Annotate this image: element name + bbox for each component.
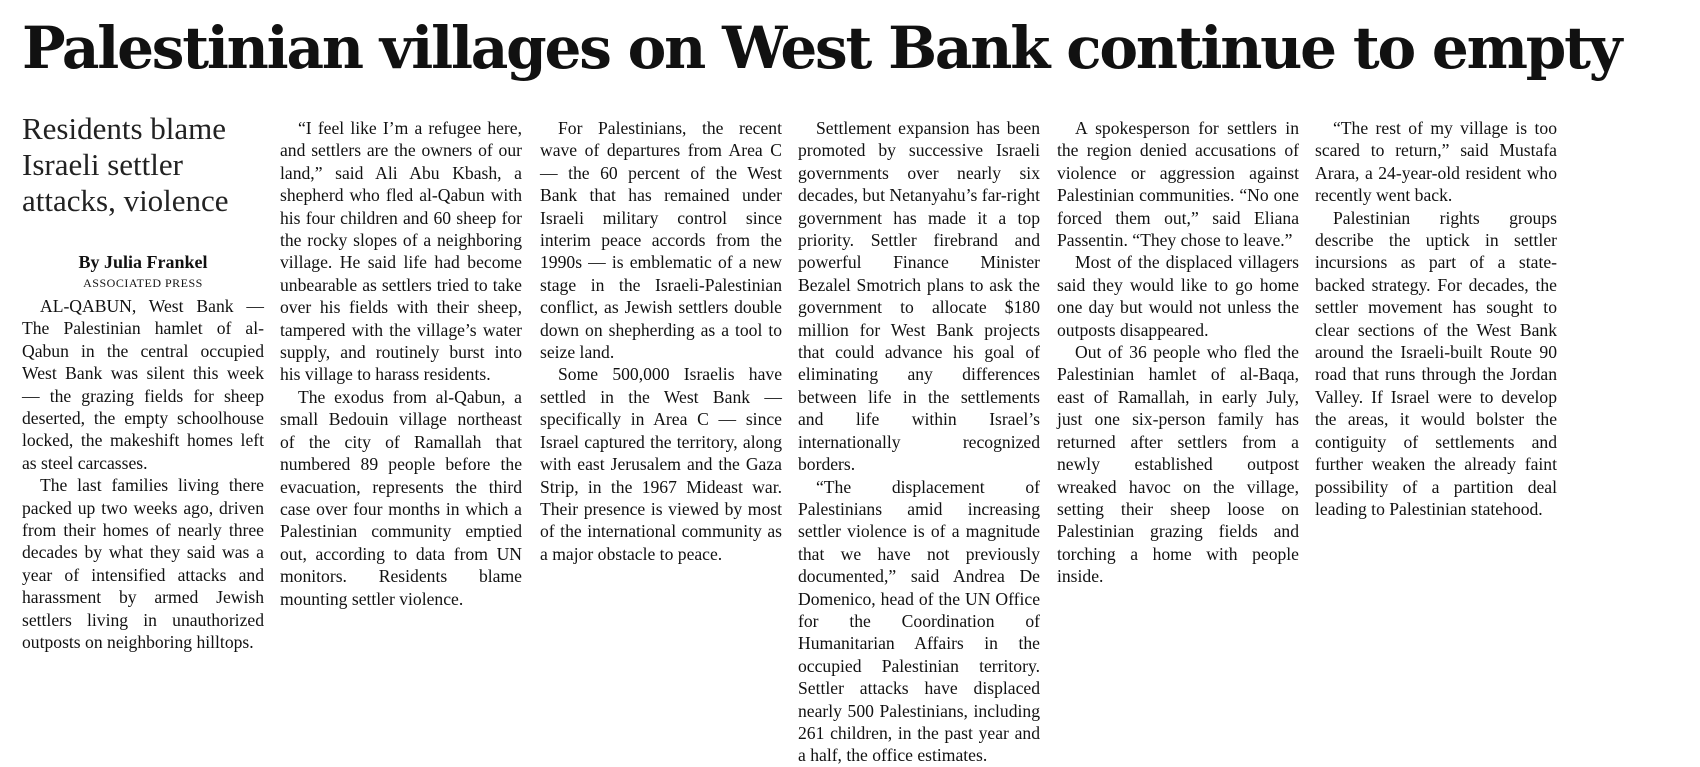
agency-credit: ASSOCIATED PRESS (83, 276, 203, 290)
paragraph-4: The exodus from al-Qabun, a small Bedouin village northeast of the city of Ramallah that numbered 89 people before the evacuation, represents the third case over four months in which a Palestinian community emptied out, according to data from UN monitors. Residents blame mounting settler violence. (280, 386, 522, 609)
paragraph-1-text: The Palestinian hamlet of al-Qabun in the central occupied West Bank was silent this week — the grazing fields for sheep deserted, the empty schoolhouse locked, the makeshift homes left as steel carcasses. (22, 318, 264, 473)
headline: Palestinian villages on West Bank continue to empty (22, 14, 1621, 82)
paragraph-12: “The rest of my village is too scared to return,” said Mustafa Arara, a 24-year-old resident who recently went back. (1315, 118, 1557, 206)
paragraph-3: “I feel like I’m a refugee here, and settlers are the owners of our land,” said Ali Abu Kbash, a shepherd who fled al-Qabun with his four children and 60 sheep for the rocky slopes of a neighboring village. He said life had become unbearable as settlers tried to take over his fields with their sheep, tampered with the village’s water supply, and routinely burst into his village to harass residents. (280, 118, 522, 385)
paragraph-5: For Palestinians, the recent wave of departures from Area C — the 60 percent of the West Bank that has remained under Israeli military control since interim peace accords from the 1990s — is emblematic of a new stage in the Israeli-Palestinian conflict, as Jewish settlers double down on shepherding as a tool to seize land. (540, 118, 782, 363)
column-5 (1057, 117, 1299, 637)
column-1 (22, 111, 264, 653)
paragraph-11: Out of 36 people who fled the Palestinian hamlet of al-Baqa, east of Ramallah, in early July, just one six-person family has returned after settlers from a newly established outpost wreaked havoc on the village, setting their sheep loose on Palestinian grazing fields and torching a home with people inside. (1057, 342, 1299, 587)
paragraph-9: A spokesperson for settlers in the region denied accusations of violence or aggression against Palestinian communities. “No one forced them out,” said Eliana Passentin. “They chose to leave.” (1057, 118, 1299, 251)
paragraph-2: The last families living there packed up two weeks ago, driven from their homes of nearly three decades by what they said was a year of intensified attacks and harassment by armed Jewish settlers living in unauthorized outposts on neighboring hilltops. (22, 475, 264, 653)
paragraph-7: Settlement expansion has been promoted by successive Israeli governments over nearly six decades, but Netanyahu’s far-right government has made it a top priority. Settler firebrand and powerful Finance Minister Bezalel Smotrich plans to ask the government to allocate $180 million for West Bank projects that could advance his goal of eliminating any differences between life in the settlements and life within Israel’s internationally recognized borders. (798, 118, 1040, 475)
deck: Residents blame Israeli settler attacks, violence (22, 111, 229, 218)
column-2 (280, 117, 522, 637)
column-6 (1315, 117, 1557, 637)
paragraph-1 (22, 295, 264, 474)
column-3 (540, 117, 782, 637)
column-4 (798, 117, 1040, 766)
byline: By Julia Frankel (78, 252, 208, 272)
paragraph-10: Most of the displaced villagers said they would like to go home one day but would not unless the outposts disappeared. (1057, 252, 1299, 340)
paragraph-13: Palestinian rights groups describe the uptick in settler incursions as part of a state-backed strategy. For decades, the settler movement has sought to clear sections of the West Bank around the Israeli-built Route 90 road that runs through the Jordan Valley. If Israel were to develop the areas, it would bolster the contiguity of settlements and further weaken the already faint possibility of a partition deal leading to Palestinian statehood. (1315, 207, 1557, 519)
paragraph-6: Some 500,000 Israelis have settled in the West Bank — specifically in Area C — since Israel captured the territory, along with east Jerusalem and the Gaza Strip, in the 1967 Mideast war. Their presence is viewed by most of the international community as a major obstacle to peace. (540, 364, 782, 564)
dateline: AL-QABUN, West Bank — (40, 296, 264, 316)
paragraph-8: “The displacement of Palestinians amid increasing settler violence is of a magnitude that we have not previously documented,” said Andrea De Domenico, head of the UN Office for the Coordination of Humanitarian Affairs in the occupied Palestinian territory. Settler attacks have displaced nearly 500 Palestinians, including 261 children, in the past year and a half, the office estimates. (798, 476, 1040, 766)
